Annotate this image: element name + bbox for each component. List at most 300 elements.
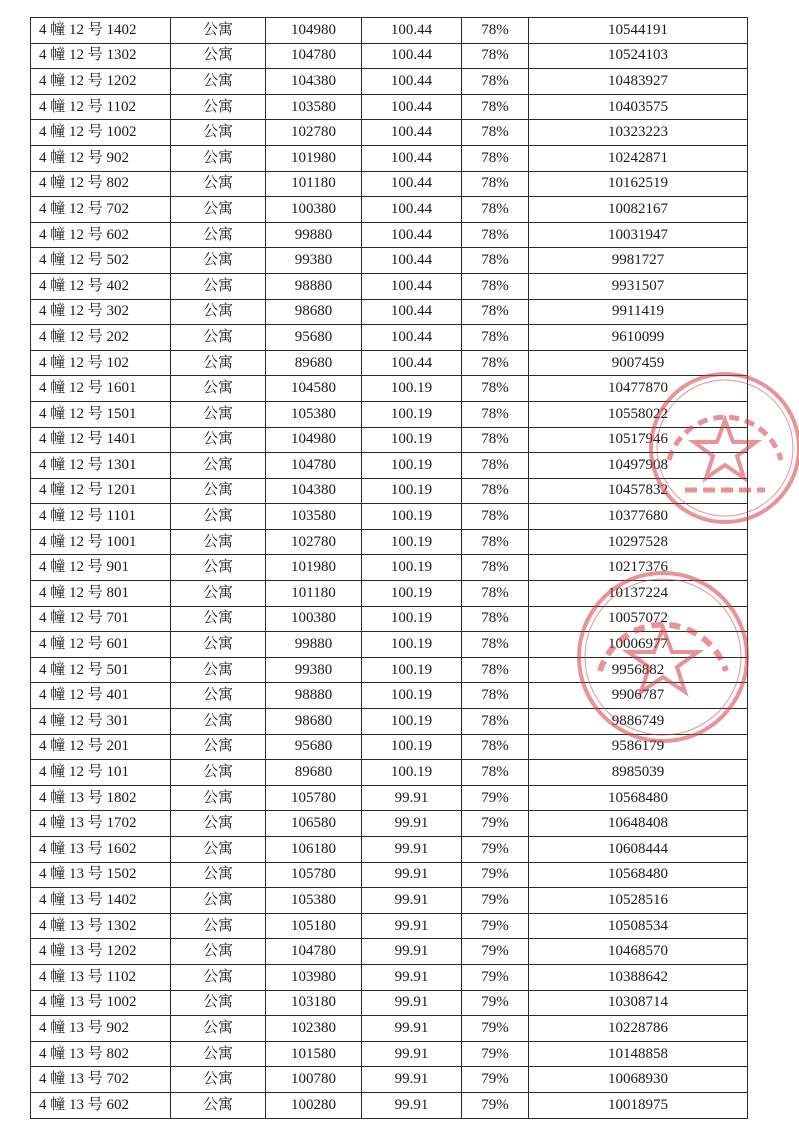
unit-price-cell: 105380 — [266, 888, 362, 914]
area-cell: 99.91 — [362, 990, 462, 1016]
total-price-cell: 9911419 — [529, 299, 748, 325]
total-price-cell: 8985039 — [529, 760, 748, 786]
area-cell: 100.44 — [362, 120, 462, 146]
area-cell: 100.44 — [362, 69, 462, 95]
type-cell: 公寓 — [171, 785, 266, 811]
ratio-cell: 79% — [462, 1041, 529, 1067]
type-cell: 公寓 — [171, 18, 266, 44]
room-cell: 4 幢 12 号 1301 — [31, 453, 171, 479]
table-row — [31, 120, 748, 146]
total-price-cell: 10544191 — [529, 18, 748, 44]
total-price-cell: 10323223 — [529, 120, 748, 146]
area-cell: 100.44 — [362, 299, 462, 325]
total-price-cell: 9610099 — [529, 325, 748, 351]
type-cell: 公寓 — [171, 760, 266, 786]
ratio-cell: 79% — [462, 811, 529, 837]
table-row — [31, 1067, 748, 1093]
ratio-cell: 78% — [462, 427, 529, 453]
type-cell: 公寓 — [171, 299, 266, 325]
area-cell: 100.19 — [362, 606, 462, 632]
room-cell: 4 幢 12 号 1002 — [31, 120, 171, 146]
table-row — [31, 555, 748, 581]
total-price-cell: 9956882 — [529, 657, 748, 683]
ratio-cell: 78% — [462, 376, 529, 402]
ratio-cell: 78% — [462, 632, 529, 658]
table-row — [31, 427, 748, 453]
area-cell: 100.19 — [362, 683, 462, 709]
area-cell: 100.44 — [362, 171, 462, 197]
unit-price-cell: 101180 — [266, 581, 362, 607]
type-cell: 公寓 — [171, 555, 266, 581]
unit-price-cell: 104780 — [266, 453, 362, 479]
type-cell: 公寓 — [171, 990, 266, 1016]
area-cell: 99.91 — [362, 964, 462, 990]
unit-price-cell: 98880 — [266, 273, 362, 299]
area-cell: 100.19 — [362, 478, 462, 504]
unit-price-cell: 95680 — [266, 734, 362, 760]
ratio-cell: 78% — [462, 69, 529, 95]
unit-price-cell: 98680 — [266, 299, 362, 325]
room-cell: 4 幢 12 号 601 — [31, 632, 171, 658]
type-cell: 公寓 — [171, 734, 266, 760]
table-row — [31, 760, 748, 786]
total-price-cell: 10057072 — [529, 606, 748, 632]
type-cell: 公寓 — [171, 427, 266, 453]
ratio-cell: 78% — [462, 581, 529, 607]
room-cell: 4 幢 12 号 602 — [31, 222, 171, 248]
type-cell: 公寓 — [171, 171, 266, 197]
area-cell: 100.19 — [362, 376, 462, 402]
room-cell: 4 幢 12 号 101 — [31, 760, 171, 786]
unit-price-cell: 106180 — [266, 837, 362, 863]
unit-price-cell: 102780 — [266, 529, 362, 555]
room-cell: 4 幢 12 号 1501 — [31, 401, 171, 427]
area-cell: 100.44 — [362, 350, 462, 376]
type-cell: 公寓 — [171, 401, 266, 427]
area-cell: 100.19 — [362, 529, 462, 555]
room-cell: 4 幢 12 号 402 — [31, 273, 171, 299]
unit-price-cell: 89680 — [266, 760, 362, 786]
type-cell: 公寓 — [171, 222, 266, 248]
total-price-cell: 9586179 — [529, 734, 748, 760]
type-cell: 公寓 — [171, 145, 266, 171]
room-cell: 4 幢 12 号 901 — [31, 555, 171, 581]
room-cell: 4 幢 12 号 501 — [31, 657, 171, 683]
area-cell: 100.44 — [362, 43, 462, 69]
room-cell: 4 幢 13 号 1602 — [31, 837, 171, 863]
table-row — [31, 248, 748, 274]
table-row — [31, 376, 748, 402]
table-row — [31, 171, 748, 197]
type-cell: 公寓 — [171, 325, 266, 351]
table-row — [31, 478, 748, 504]
unit-price-cell: 98880 — [266, 683, 362, 709]
ratio-cell: 78% — [462, 504, 529, 530]
ratio-cell: 78% — [462, 18, 529, 44]
type-cell: 公寓 — [171, 43, 266, 69]
type-cell: 公寓 — [171, 120, 266, 146]
ratio-cell: 78% — [462, 529, 529, 555]
type-cell: 公寓 — [171, 453, 266, 479]
table-row — [31, 709, 748, 735]
table-row — [31, 990, 748, 1016]
type-cell: 公寓 — [171, 888, 266, 914]
type-cell: 公寓 — [171, 504, 266, 530]
total-price-cell: 10568480 — [529, 862, 748, 888]
total-price-cell: 10483927 — [529, 69, 748, 95]
area-cell: 100.44 — [362, 94, 462, 120]
total-price-cell: 10497908 — [529, 453, 748, 479]
ratio-cell: 78% — [462, 555, 529, 581]
room-cell: 4 幢 13 号 1802 — [31, 785, 171, 811]
ratio-cell: 78% — [462, 734, 529, 760]
unit-price-cell: 104780 — [266, 43, 362, 69]
table-row — [31, 862, 748, 888]
total-price-cell: 10568480 — [529, 785, 748, 811]
unit-price-cell: 105780 — [266, 862, 362, 888]
unit-price-cell: 101980 — [266, 555, 362, 581]
unit-price-cell: 106580 — [266, 811, 362, 837]
area-cell: 100.19 — [362, 581, 462, 607]
total-price-cell: 10388642 — [529, 964, 748, 990]
total-price-cell: 9886749 — [529, 709, 748, 735]
type-cell: 公寓 — [171, 683, 266, 709]
type-cell: 公寓 — [171, 709, 266, 735]
unit-price-cell: 102780 — [266, 120, 362, 146]
ratio-cell: 78% — [462, 222, 529, 248]
area-cell: 99.91 — [362, 1041, 462, 1067]
area-cell: 99.91 — [362, 888, 462, 914]
total-price-cell: 10558022 — [529, 401, 748, 427]
total-price-cell: 9906787 — [529, 683, 748, 709]
unit-price-cell: 102380 — [266, 1016, 362, 1042]
area-cell: 99.91 — [362, 1016, 462, 1042]
ratio-cell: 78% — [462, 606, 529, 632]
table-row — [31, 632, 748, 658]
price-table — [30, 17, 748, 1119]
area-cell: 100.44 — [362, 222, 462, 248]
room-cell: 4 幢 12 号 502 — [31, 248, 171, 274]
room-cell: 4 幢 12 号 1001 — [31, 529, 171, 555]
total-price-cell: 10031947 — [529, 222, 748, 248]
unit-price-cell: 103180 — [266, 990, 362, 1016]
room-cell: 4 幢 12 号 401 — [31, 683, 171, 709]
ratio-cell: 79% — [462, 964, 529, 990]
room-cell: 4 幢 12 号 1401 — [31, 427, 171, 453]
area-cell: 100.19 — [362, 504, 462, 530]
unit-price-cell: 104380 — [266, 478, 362, 504]
ratio-cell: 79% — [462, 888, 529, 914]
type-cell: 公寓 — [171, 606, 266, 632]
total-price-cell: 10608444 — [529, 837, 748, 863]
ratio-cell: 78% — [462, 171, 529, 197]
ratio-cell: 79% — [462, 785, 529, 811]
ratio-cell: 78% — [462, 145, 529, 171]
unit-price-cell: 103980 — [266, 964, 362, 990]
total-price-cell: 10018975 — [529, 1092, 748, 1118]
ratio-cell: 79% — [462, 837, 529, 863]
unit-price-cell: 105780 — [266, 785, 362, 811]
unit-price-cell: 105380 — [266, 401, 362, 427]
type-cell: 公寓 — [171, 1016, 266, 1042]
room-cell: 4 幢 13 号 1102 — [31, 964, 171, 990]
ratio-cell: 78% — [462, 197, 529, 223]
area-cell: 99.91 — [362, 1067, 462, 1093]
type-cell: 公寓 — [171, 1092, 266, 1118]
room-cell: 4 幢 12 号 1102 — [31, 94, 171, 120]
table-row — [31, 939, 748, 965]
total-price-cell: 10137224 — [529, 581, 748, 607]
table-row — [31, 69, 748, 95]
total-price-cell: 10468570 — [529, 939, 748, 965]
area-cell: 100.19 — [362, 709, 462, 735]
area-cell: 99.91 — [362, 837, 462, 863]
total-price-cell: 10457832 — [529, 478, 748, 504]
ratio-cell: 78% — [462, 43, 529, 69]
unit-price-cell: 105180 — [266, 913, 362, 939]
room-cell: 4 幢 12 号 202 — [31, 325, 171, 351]
unit-price-cell: 104980 — [266, 18, 362, 44]
room-cell: 4 幢 13 号 1302 — [31, 913, 171, 939]
area-cell: 99.91 — [362, 939, 462, 965]
total-price-cell: 10308714 — [529, 990, 748, 1016]
table-row — [31, 325, 748, 351]
room-cell: 4 幢 13 号 1702 — [31, 811, 171, 837]
table-row — [31, 504, 748, 530]
ratio-cell: 78% — [462, 453, 529, 479]
table-row — [31, 222, 748, 248]
total-price-cell: 10377680 — [529, 504, 748, 530]
total-price-cell: 10517946 — [529, 427, 748, 453]
table-row — [31, 401, 748, 427]
unit-price-cell: 104980 — [266, 427, 362, 453]
table-row — [31, 145, 748, 171]
unit-price-cell: 99380 — [266, 248, 362, 274]
type-cell: 公寓 — [171, 248, 266, 274]
ratio-cell: 78% — [462, 478, 529, 504]
type-cell: 公寓 — [171, 350, 266, 376]
room-cell: 4 幢 12 号 1402 — [31, 18, 171, 44]
table-row — [31, 94, 748, 120]
room-cell: 4 幢 12 号 702 — [31, 197, 171, 223]
table-row — [31, 453, 748, 479]
table-row — [31, 273, 748, 299]
ratio-cell: 79% — [462, 1067, 529, 1093]
type-cell: 公寓 — [171, 837, 266, 863]
total-price-cell: 10217376 — [529, 555, 748, 581]
area-cell: 100.19 — [362, 427, 462, 453]
room-cell: 4 幢 12 号 302 — [31, 299, 171, 325]
total-price-cell: 10524103 — [529, 43, 748, 69]
total-price-cell: 10068930 — [529, 1067, 748, 1093]
ratio-cell: 78% — [462, 683, 529, 709]
total-price-cell: 10648408 — [529, 811, 748, 837]
room-cell: 4 幢 13 号 702 — [31, 1067, 171, 1093]
area-cell: 100.44 — [362, 273, 462, 299]
table-row — [31, 606, 748, 632]
area-cell: 99.91 — [362, 811, 462, 837]
table-row — [31, 529, 748, 555]
type-cell: 公寓 — [171, 811, 266, 837]
unit-price-cell: 104780 — [266, 939, 362, 965]
type-cell: 公寓 — [171, 197, 266, 223]
table-row — [31, 657, 748, 683]
ratio-cell: 79% — [462, 913, 529, 939]
area-cell: 100.44 — [362, 248, 462, 274]
ratio-cell: 79% — [462, 1016, 529, 1042]
room-cell: 4 幢 13 号 602 — [31, 1092, 171, 1118]
area-cell: 99.91 — [362, 913, 462, 939]
area-cell: 100.19 — [362, 632, 462, 658]
ratio-cell: 78% — [462, 248, 529, 274]
ratio-cell: 79% — [462, 939, 529, 965]
type-cell: 公寓 — [171, 478, 266, 504]
table-body — [31, 18, 748, 1119]
room-cell: 4 幢 12 号 802 — [31, 171, 171, 197]
room-cell: 4 幢 12 号 301 — [31, 709, 171, 735]
room-cell: 4 幢 12 号 201 — [31, 734, 171, 760]
room-cell: 4 幢 12 号 1202 — [31, 69, 171, 95]
area-cell: 99.91 — [362, 1092, 462, 1118]
ratio-cell: 79% — [462, 862, 529, 888]
unit-price-cell: 95680 — [266, 325, 362, 351]
total-price-cell: 10006977 — [529, 632, 748, 658]
ratio-cell: 78% — [462, 760, 529, 786]
room-cell: 4 幢 12 号 902 — [31, 145, 171, 171]
total-price-cell: 10508534 — [529, 913, 748, 939]
unit-price-cell: 99880 — [266, 222, 362, 248]
type-cell: 公寓 — [171, 69, 266, 95]
table-row — [31, 785, 748, 811]
table-row — [31, 1016, 748, 1042]
unit-price-cell: 104580 — [266, 376, 362, 402]
table-row — [31, 197, 748, 223]
unit-price-cell: 89680 — [266, 350, 362, 376]
area-cell: 99.91 — [362, 785, 462, 811]
type-cell: 公寓 — [171, 657, 266, 683]
unit-price-cell: 100780 — [266, 1067, 362, 1093]
ratio-cell: 79% — [462, 1092, 529, 1118]
type-cell: 公寓 — [171, 862, 266, 888]
table-row — [31, 18, 748, 44]
total-price-cell: 10148858 — [529, 1041, 748, 1067]
total-price-cell: 9007459 — [529, 350, 748, 376]
unit-price-cell: 103580 — [266, 504, 362, 530]
room-cell: 4 幢 12 号 701 — [31, 606, 171, 632]
room-cell: 4 幢 13 号 1202 — [31, 939, 171, 965]
type-cell: 公寓 — [171, 1041, 266, 1067]
type-cell: 公寓 — [171, 632, 266, 658]
room-cell: 4 幢 12 号 801 — [31, 581, 171, 607]
total-price-cell: 10162519 — [529, 171, 748, 197]
room-cell: 4 幢 13 号 802 — [31, 1041, 171, 1067]
ratio-cell: 78% — [462, 94, 529, 120]
room-cell: 4 幢 13 号 1502 — [31, 862, 171, 888]
total-price-cell: 10528516 — [529, 888, 748, 914]
total-price-cell: 10297528 — [529, 529, 748, 555]
table-row — [31, 581, 748, 607]
area-cell: 100.19 — [362, 401, 462, 427]
type-cell: 公寓 — [171, 964, 266, 990]
table-row — [31, 888, 748, 914]
table-row — [31, 43, 748, 69]
area-cell: 100.44 — [362, 145, 462, 171]
unit-price-cell: 104380 — [266, 69, 362, 95]
room-cell: 4 幢 12 号 1302 — [31, 43, 171, 69]
area-cell: 100.19 — [362, 760, 462, 786]
type-cell: 公寓 — [171, 273, 266, 299]
type-cell: 公寓 — [171, 939, 266, 965]
area-cell: 100.19 — [362, 453, 462, 479]
area-cell: 100.19 — [362, 555, 462, 581]
table-row — [31, 299, 748, 325]
ratio-cell: 78% — [462, 709, 529, 735]
total-price-cell: 10403575 — [529, 94, 748, 120]
table-row — [31, 964, 748, 990]
unit-price-cell: 101980 — [266, 145, 362, 171]
unit-price-cell: 99880 — [266, 632, 362, 658]
ratio-cell: 79% — [462, 990, 529, 1016]
unit-price-cell: 100280 — [266, 1092, 362, 1118]
room-cell: 4 幢 13 号 1002 — [31, 990, 171, 1016]
ratio-cell: 78% — [462, 401, 529, 427]
type-cell: 公寓 — [171, 1067, 266, 1093]
room-cell: 4 幢 12 号 102 — [31, 350, 171, 376]
unit-price-cell: 100380 — [266, 197, 362, 223]
area-cell: 100.44 — [362, 325, 462, 351]
ratio-cell: 78% — [462, 657, 529, 683]
ratio-cell: 78% — [462, 350, 529, 376]
total-price-cell: 10242871 — [529, 145, 748, 171]
area-cell: 100.44 — [362, 197, 462, 223]
room-cell: 4 幢 12 号 1101 — [31, 504, 171, 530]
ratio-cell: 78% — [462, 325, 529, 351]
type-cell: 公寓 — [171, 94, 266, 120]
table-row — [31, 1092, 748, 1118]
total-price-cell: 9931507 — [529, 273, 748, 299]
type-cell: 公寓 — [171, 376, 266, 402]
type-cell: 公寓 — [171, 581, 266, 607]
unit-price-cell: 101580 — [266, 1041, 362, 1067]
unit-price-cell: 98680 — [266, 709, 362, 735]
type-cell: 公寓 — [171, 913, 266, 939]
table-row — [31, 734, 748, 760]
ratio-cell: 78% — [462, 299, 529, 325]
table-row — [31, 1041, 748, 1067]
total-price-cell: 9981727 — [529, 248, 748, 274]
area-cell: 100.19 — [362, 734, 462, 760]
type-cell: 公寓 — [171, 529, 266, 555]
table-row — [31, 913, 748, 939]
unit-price-cell: 103580 — [266, 94, 362, 120]
total-price-cell: 10228786 — [529, 1016, 748, 1042]
room-cell: 4 幢 13 号 902 — [31, 1016, 171, 1042]
area-cell: 100.19 — [362, 657, 462, 683]
table-row — [31, 811, 748, 837]
ratio-cell: 78% — [462, 120, 529, 146]
unit-price-cell: 101180 — [266, 171, 362, 197]
table-row — [31, 683, 748, 709]
table-row — [31, 837, 748, 863]
unit-price-cell: 100380 — [266, 606, 362, 632]
unit-price-cell: 99380 — [266, 657, 362, 683]
room-cell: 4 幢 12 号 1201 — [31, 478, 171, 504]
room-cell: 4 幢 13 号 1402 — [31, 888, 171, 914]
table-row — [31, 350, 748, 376]
ratio-cell: 78% — [462, 273, 529, 299]
room-cell: 4 幢 12 号 1601 — [31, 376, 171, 402]
area-cell: 100.44 — [362, 18, 462, 44]
